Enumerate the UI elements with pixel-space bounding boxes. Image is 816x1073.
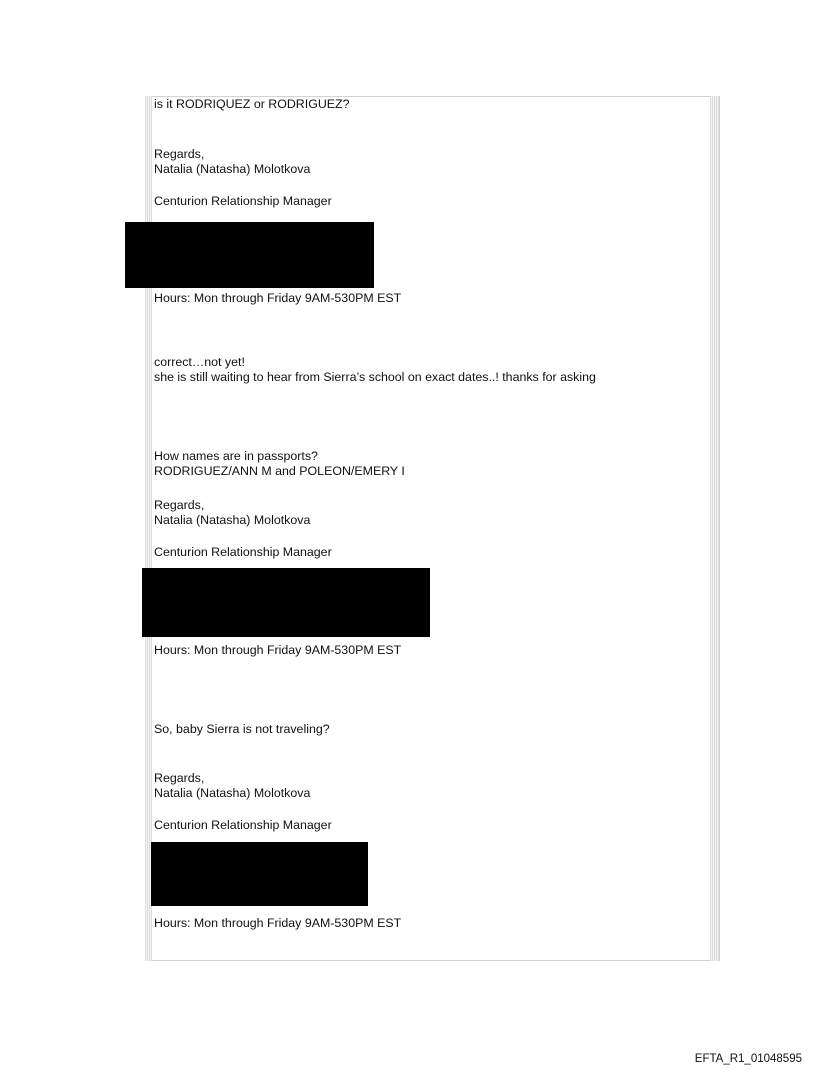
message-1-sender-name: Natalia (Natasha) Molotkova <box>154 162 311 176</box>
message-1-regards: Regards, <box>154 147 205 161</box>
message-3-sender-name: Natalia (Natasha) Molotkova <box>154 513 311 527</box>
quote-rail-right <box>710 96 719 961</box>
message-4-body: So, baby Sierra is not traveling? <box>154 722 330 736</box>
message-1-hours: Hours: Mon through Friday 9AM-530PM EST <box>154 291 402 305</box>
message-2-line-1: correct…not yet! <box>154 355 245 369</box>
redaction-block-1 <box>125 222 374 288</box>
message-3-hours: Hours: Mon through Friday 9AM-530PM EST <box>154 643 402 657</box>
message-4-sender-name: Natalia (Natasha) Molotkova <box>154 786 311 800</box>
message-3-body-line-1: How names are in passports? <box>154 449 318 463</box>
message-1-body: is it RODRIQUEZ or RODRIGUEZ? <box>154 97 350 111</box>
message-3-sender-title: Centurion Relationship Manager <box>154 545 332 559</box>
redaction-block-3 <box>151 842 368 906</box>
message-4-regards: Regards, <box>154 771 205 785</box>
message-4-sender-title: Centurion Relationship Manager <box>154 818 332 832</box>
message-4-hours: Hours: Mon through Friday 9AM-530PM EST <box>154 916 402 930</box>
document-id: EFTA_R1_01048595 <box>694 1053 802 1065</box>
message-3-body-line-2: RODRIGUEZ/ANN M and POLEON/EMERY I <box>154 464 405 478</box>
message-2-line-2: she is still waiting to hear from Sierra’s school on exact dates..! thanks for asking <box>154 370 596 384</box>
message-3-regards: Regards, <box>154 498 205 512</box>
redaction-block-2 <box>142 568 430 637</box>
message-1-sender-title: Centurion Relationship Manager <box>154 194 332 208</box>
